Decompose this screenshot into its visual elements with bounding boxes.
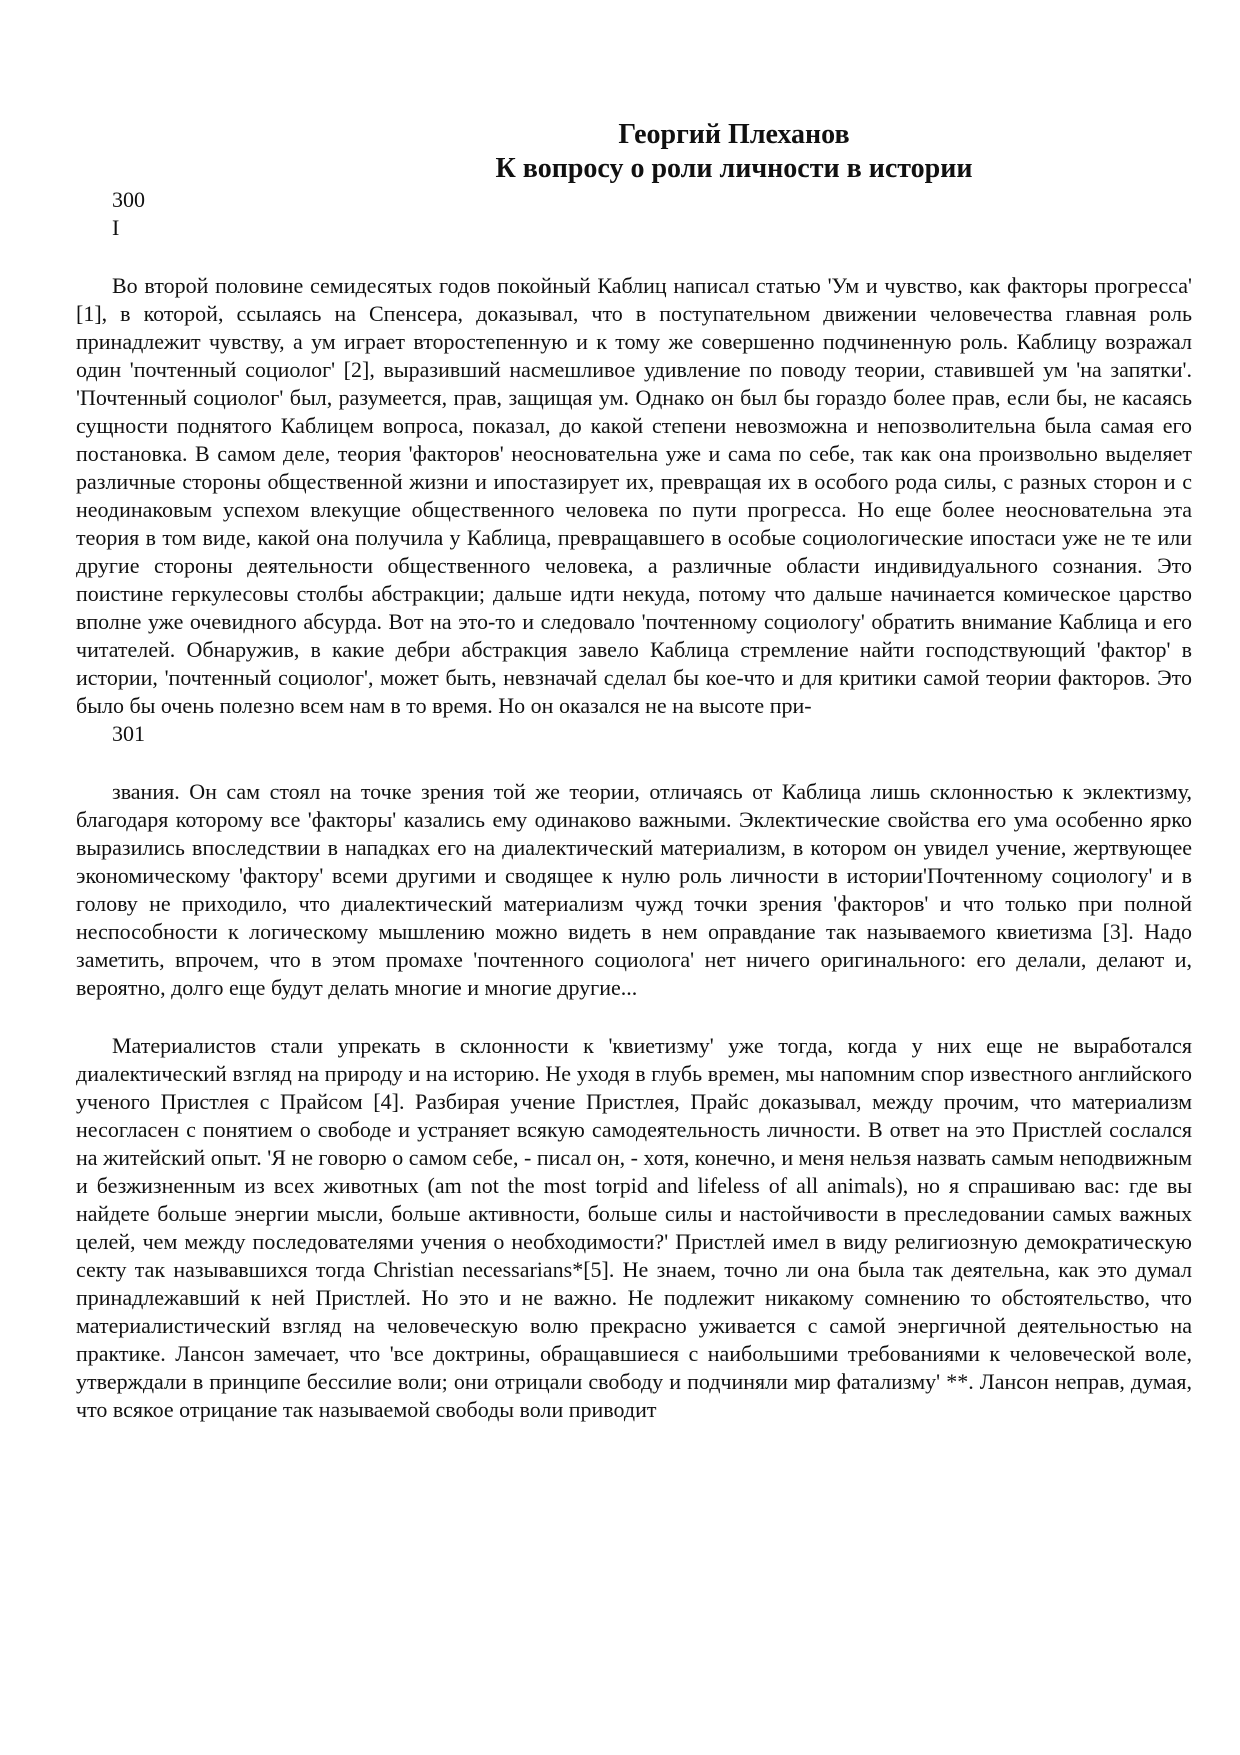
author-name: Георгий Плеханов	[618, 119, 850, 150]
paragraph-2: звания. Он сам стоял на точке зрения той же теории, отличаясь от Каблица лишь склонностью к эклектизму, благодаря которому все 'факторы' казались ему одинаково важными. Эклектические свойства его ума особенно ярко выразились впоследствии в нападках его на диалектический материализм, в котором он увидел учение, жертвующее экономическому 'фактору' всеми другими и сводящее к нулю роль личности в истории'Почтенному социологу' и в голову не приходило, что диалектический материализм чужд точки зрения 'факторов' и что только при полной неспособности к логическому мышлению можно видеть в нем оправдание так называемого квиетизма [3]. Надо заметить, впрочем, что в этом промахе 'почтенного социолога' нет ничего оригинального: его делали, делают и, вероятно, долго еще будут делать многие и многие другие...	[76, 779, 1192, 1000]
document-page	[76, 118, 1192, 1424]
page-number-301: 301	[112, 721, 145, 746]
paragraph-1: Во второй половине семидесятых годов покойный Каблиц написал статью 'Ум и чувство, как факторы прогресса' [1], в которой, ссылаясь на Спенсера, доказывал, что в поступательном движении человечества главная роль принадлежит чувству, а ум играет второстепенную и к тому же совершенно подчиненную роль. Каблицу возражал один 'почтенный социолог' [2], выразивший насмешливое удивление по поводу теории, ставившей ум 'на запятки'. 'Почтенный социолог' был, разумеется, прав, защищая ум. Однако он был бы гораздо более прав, если бы, не касаясь сущности поднятого Каблицем вопроса, показал, до какой степени невозможна и непозволительна была самая его постановка. В самом деле, теория 'факторов' неосновательна уже и сама по себе, так как она произвольно выделяет различные стороны общественной жизни и ипостазирует их, превращая их в особого рода силы, с разных сторон и с неодинаковым успехом влекущие общественного человека по пути прогресса. Но еще более неосновательна эта теория в том виде, какой она получила у Каблица, превращавшего в особые социологические ипостаси уже не те или другие стороны деятельности общественного человека, а различные области индивидуального сознания. Это поистине геркулесовы столбы абстракции; дальше идти некуда, потому что дальше начинается комическое царство вполне уже очевидного абсурда. Вот на это-то и следовало 'почтенному социологу' обратить внимание Каблица и его читателей. Обнаружив, в какие дебри абстракция завело Каблица стремление найти господствующий 'фактор' в истории, 'почтенный социолог', может быть, невзначай сделал бы кое-что и для критики самой теории факторов. Это было бы очень полезно всем нам в то время. Но он оказался не на высоте при-	[76, 273, 1192, 718]
section-number: I	[112, 215, 120, 240]
document-title: К вопросу о роли личности в истории	[495, 153, 973, 184]
page-number-300: 300	[112, 187, 145, 212]
paragraph-3: Материалистов стали упрекать в склонности к 'квиетизму' уже тогда, когда у них еще не выработался диалектический взгляд на природу и на историю. Не уходя в глубь времен, мы напомним спор известного английского ученого Пристлея с Прайсом [4]. Разбирая учение Пристлея, Прайс доказывал, между прочим, что материализм несогласен с понятием о свободе и устраняет всякую самодеятельность личности. В ответ на это Пристлей сослался на житейский опыт. 'Я не говорю о самом себе, - писал он, - хотя, конечно, и меня нельзя назвать самым неподвижным и безжизненным из всех животных (am not the most torpid and lifeless of all animals), но я спрашиваю вас: где вы найдете больше энергии мысли, больше активности, больше силы и настойчивости в преследовании самых важных целей, чем между последователями учения о необходимости?' Пристлей имел в виду религиозную демократическую секту так называвшихся тогда Christian necessarians*[5]. Не знаем, точно ли она была так деятельна, как это думал принадлежавший к ней Пристлей. Но это и не важно. Не подлежит никакому сомнению то обстоятельство, что материалистический взгляд на человеческую волю прекрасно уживается с самой энергичной деятельностью на практике. Лансон замечает, что 'все доктрины, обращавшиеся с наибольшими требованиями к человеческой воле, утверждали в принципе бессилие воли; они отрицали свободу и подчиняли мир фатализму' **. Лансон неправ, думая, что всякое отрицание так называемой свободы воли приводит	[76, 1033, 1192, 1422]
